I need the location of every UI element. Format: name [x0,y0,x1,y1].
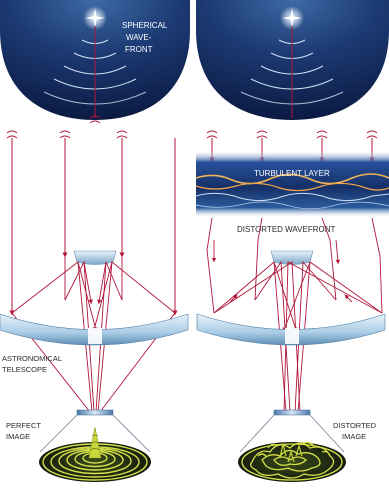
telescope-label-2: TELESCOPE [2,365,48,374]
perfect-image-pattern [39,427,151,482]
distorted-wavefront-label: DISTORTED WAVEFRONT [237,225,336,234]
distorted-image-pattern [238,442,346,482]
distorted-image-label-2: IMAGE [342,432,367,441]
distorted-image-label-1: DISTORTED [333,421,377,430]
right-panel [196,0,389,482]
left-mirror-hole [88,328,102,344]
turbulent-layer-label: TURBULENT LAYER [254,169,330,178]
left-detector-plate [77,410,113,415]
left-incoming-rays [7,131,175,313]
turbulent-layer [196,150,389,218]
perfect-image-label-2: IMAGE [6,432,31,441]
right-detector-plate [274,410,310,415]
spherical-label-1: SPHERICAL [122,21,168,30]
telescope-label-1: ASTRONOMICAL [2,354,63,363]
right-mirror-hole [285,328,299,344]
spherical-label-3: FRONT [125,45,153,54]
perfect-image-label-1: PERFECT [6,421,42,430]
left-panel [0,0,190,482]
left-secondary-mirror [74,251,116,265]
spherical-label-2: WAVE- [126,33,152,42]
